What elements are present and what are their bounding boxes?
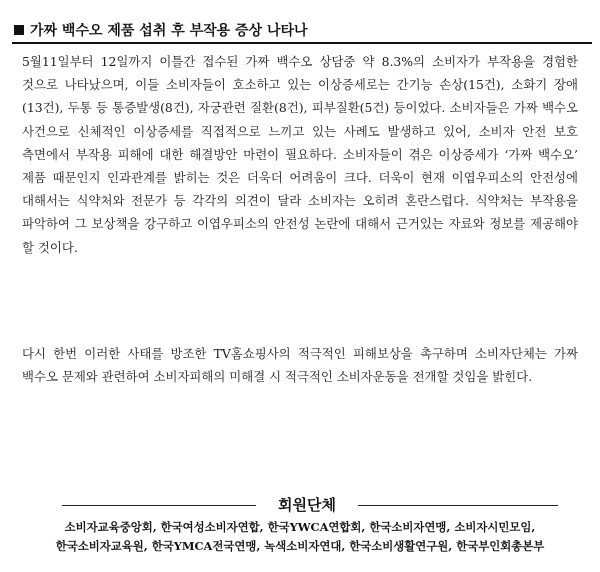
- divider-right: [358, 505, 558, 506]
- member-organizations-line-2: 한국소비자교육원, 한국YMCA전국연맹, 녹색소비자연대, 한국소비생활연구원, 한국부인회총본부: [55, 539, 545, 553]
- heading-underline: [12, 42, 592, 44]
- member-organizations-header: [0, 494, 600, 518]
- section-heading: [14, 18, 594, 42]
- body-paragraph-1: 5월11일부터 12일까지 이틀간 접수된 가짜 백수오 상담중 약 8.3%의 소비자가 부작용을 경험한 것으로 나타났으며, 이들 소비자들이 호소하고 있는 이상증세로는 간기능 손상(15건), 소화기 장애(13건), 두통 등 통증발생(8건), 자궁관련 질환(8건), 피부질환(5건) 등이었다. 소비자들은 가짜 백수오 사건으로 신체적인 이상증세를 직접적으로 느끼고 있는 사례도 발생하고 있어, 소비자 안전 보호 측면에서 부작용 피해에 대한 해결방안 마련이 필요하다. 소비자들이 겪은 이상증세가 ‘가짜 백수오’ 제품 때문인지 인과관계를 밝히는 것은 더욱더 어려움이 크다. 더욱이 현재 이엽우피소의 안전성에 대해서는 식약처와 전문가 등 각각의 의견이 달라 소비자는 오히려 혼란스럽다. 식약처는 부작용을 파악하여 그 보상책을 강구하고 이엽우피소의 안전성 논란에 대해서 근거있는 자료와 정보를 제공해야 할 것이다.: [22, 54, 578, 255]
- member-organizations-line-1: 소비자교육중앙회, 한국여성소비자연합, 한국YWCA연합회, 한국소비자연맹, 소비자시민모임,: [64, 520, 536, 534]
- square-bullet-icon: [14, 25, 24, 35]
- section-heading-text: 가짜 백수오 제품 섭취 후 부작용 증상 나타나: [30, 23, 308, 39]
- member-organizations-title: 회원단체: [278, 496, 336, 514]
- divider-left: [62, 505, 256, 506]
- body-paragraph-2: 다시 한번 이러한 사태를 방조한 TV홈쇼핑사의 적극적인 피해보상을 촉구하며 소비자단체는 가짜 백수오 문제와 관련하여 소비자피해의 미해결 시 적극적인 소비자운동을 전개할 것임을 밝힌다.: [22, 346, 578, 385]
